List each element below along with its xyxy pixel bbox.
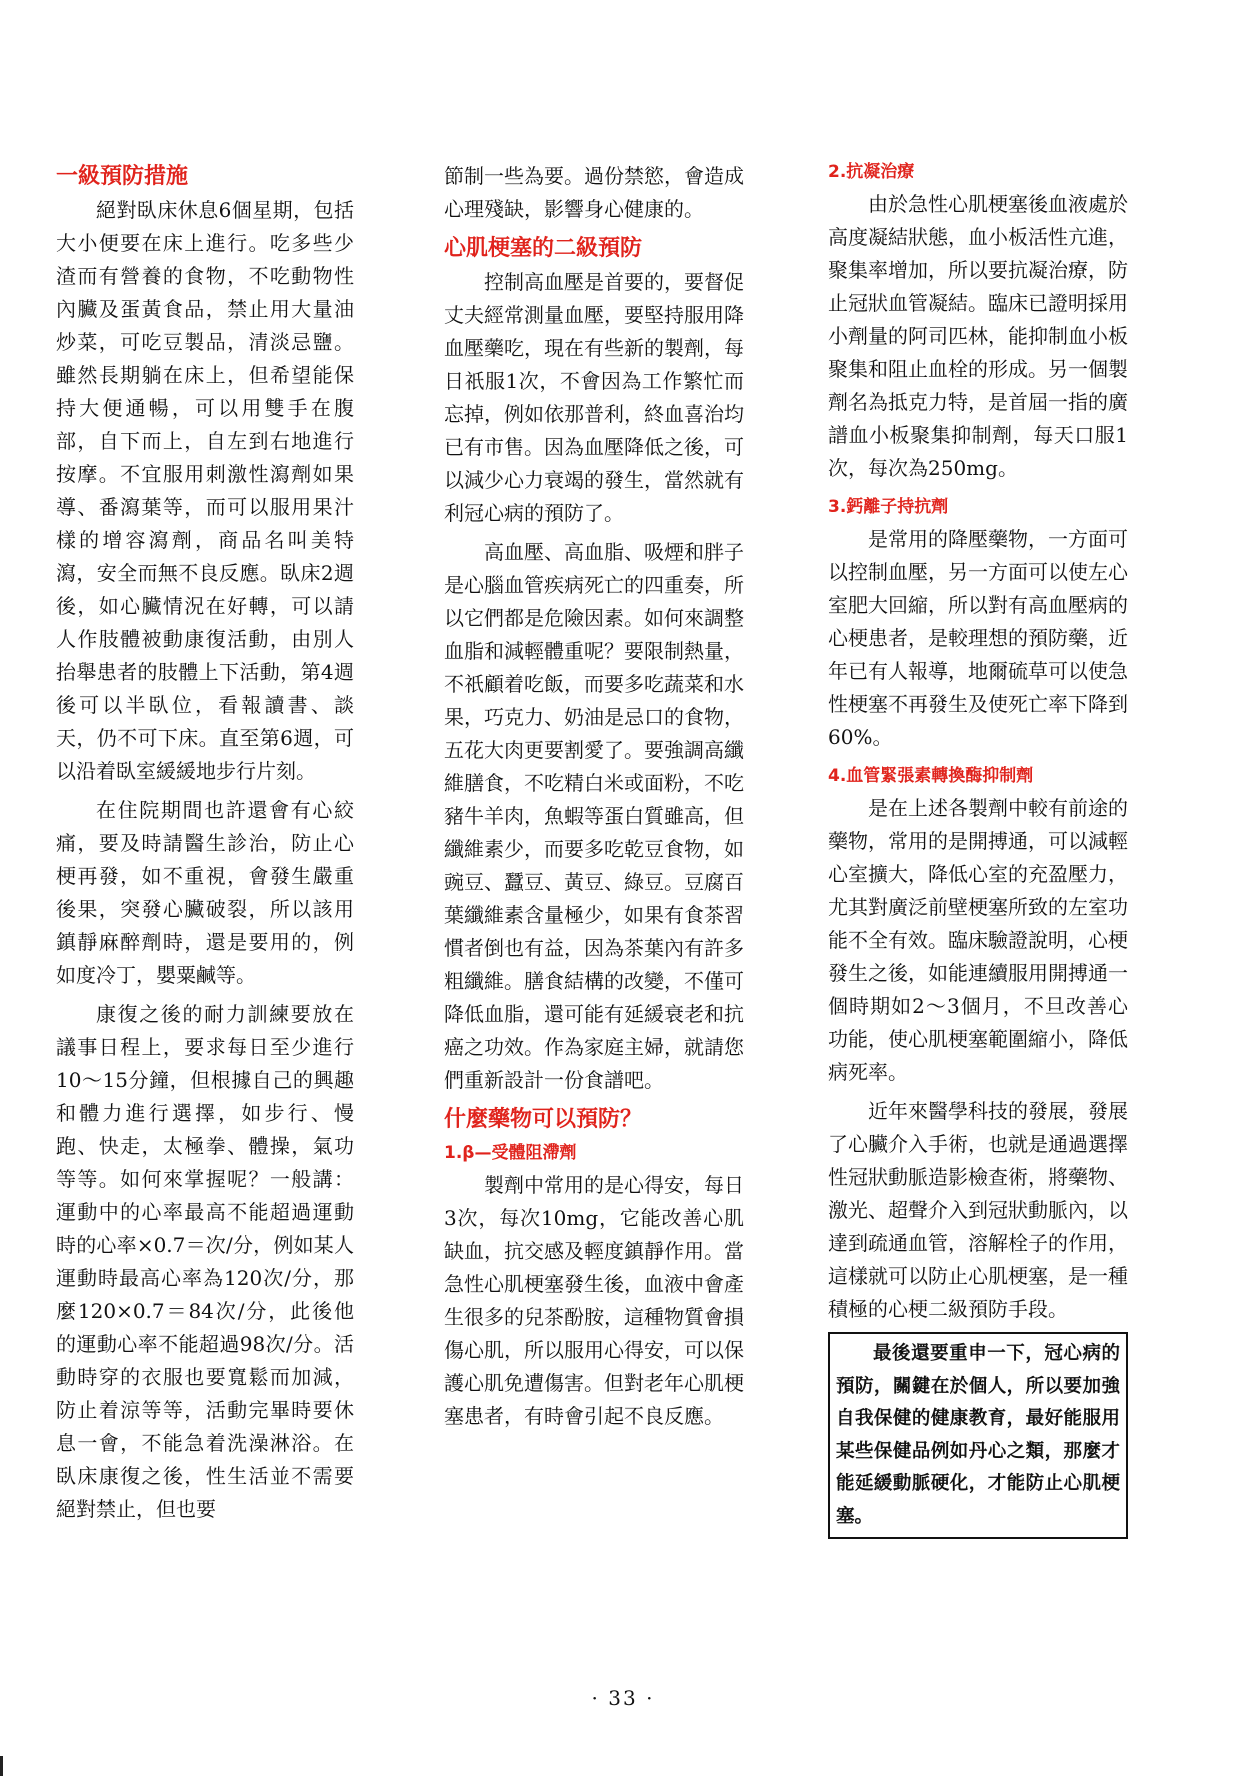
subheading-calcium-antagonists: 3.鈣離子持抗劑 [828,497,949,517]
paragraph: 在住院期間也許還會有心絞痛，要及時請醫生診治，防止心梗再發，如不重視，會發生嚴重後果，突發心臟破裂，所以該用鎮靜麻醉劑時，還是要用的，例如度冷丁，嬰粟鹹等。 [56,798,354,987]
scan-edge-mark [0,1756,3,1776]
column-3 [828,156,1128,1539]
section-heading-secondary-prevention: 心肌梗塞的二級預防 [444,236,643,261]
subheading-beta-blockers: 1.β—受體阻滯劑 [444,1143,577,1163]
paragraph: 節制一些為要。過份禁慾，會造成心理殘缺，影響身心健康的。 [444,164,744,221]
paragraph: 近年來醫學科技的發展，發展了心臟介入手術，也就是通過選擇性冠狀動脈造影檢查術，將藥物、激光、超聲介入到冠狀動脈內，以達到疏通血管，溶解栓子的作用，這樣就可以防止心肌梗塞，是一種積極的心梗二級預防手段。 [828,1099,1128,1321]
paragraph: 控制高血壓是首要的，要督促丈夫經常測量血壓，要堅持服用降血壓藥吃，現在有些新的製劑，每日祇服1次，不會因為工作繁忙而忘掉，例如依那普利，終血喜治均已有市售。因為血壓降低之後，可以減少心力衰竭的發生，當然就有利冠心病的預防了。 [444,270,744,525]
paragraph: 由於急性心肌梗塞後血液處於高度凝結狀態，血小板活性亢進，聚集率增加，所以要抗凝治療，防止冠狀血管凝結。臨床已證明採用小劑量的阿司匹林，能抑制血小板聚集和阻止血栓的形成。另一個製劑名為抵克力特，是首屆一指的廣譜血小板聚集抑制劑，每天口服1次，每次為250mg。 [828,192,1128,480]
page-number: · 33 · [591,1686,655,1710]
paragraph: 高血壓、高血脂、吸煙和胖子是心腦血管疾病死亡的四重奏，所以它們都是危險因素。如何來調整血脂和減輕體重呢？要限制熱量，不祇顧着吃飯，而要多吃蔬菜和水果，巧克力、奶油是忌口的食物，五花大肉更要割愛了。要強調高纖維膳食，不吃精白米或面粉，不吃豬牛羊肉，魚蝦等蛋白質雖高，但纖維素少，而要多吃乾豆食物，如豌豆、蠶豆、黃豆、綠豆。豆腐百葉纖維素含量極少，如果有食茶習慣者倒也有益，因為茶葉內有許多粗纖維。膳食結構的改變，不僅可降低血脂，還可能有延緩衰老和抗癌之功效。作為家庭主婦，就請您們重新設計一份食譜吧。 [444,540,744,1092]
column-2 [444,160,744,1439]
paragraph: 絕對臥床休息6個星期，包括大小便要在床上進行。吃多些少渣而有營養的食物，不吃動物性內臟及蛋黃食品，禁止用大量油炒菜，可吃豆製品，清淡忌鹽。雖然長期躺在床上，但希望能保持大便通暢，可以用雙手在腹部，自下而上，自左到右地進行按摩。不宜服用刺激性瀉劑如果導、番瀉葉等，而可以服用果汁樣的增容瀉劑，商品名叫美特瀉，安全而無不良反應。臥床2週後，如心臟情況在好轉，可以請人作肢體被動康復活動，由別人抬舉患者的肢體上下活動，第4週後可以半臥位，看報讀書、談天，仍不可下床。直至第6週，可以沿着臥室緩緩地步行片刻。 [56,198,354,783]
paragraph: 是在上述各製劑中較有前途的藥物，常用的是開搏通，可以減輕心室擴大，降低心室的充盈壓力，尤其對廣泛前壁梗塞所致的左室功能不全有效。臨床驗證說明，心梗發生之後，如能連續服用開搏通一個時期如2～3個月，不旦改善心功能，使心肌梗塞範圍縮小，降低病死率。 [828,796,1128,1084]
column-1 [56,160,354,1532]
paragraph: 是常用的降壓藥物，一方面可以控制血壓，另一方面可以使左心室肥大回縮，所以對有高血壓病的心梗患者，是較理想的預防藥，近年已有人報導，地爾硫草可以使急性梗塞不再發生及使死亡率下降到60%。 [828,527,1128,749]
summary-box: 最後還要重申一下，冠心病的預防，關鍵在於個人，所以要加強自我保健的健康教育，最好能服用某些保健品例如丹心之類，那麼才能延緩動脈硬化，才能防止心肌梗塞。 [828,1332,1128,1539]
section-heading-primary-prevention: 一級預防措施 [56,164,189,189]
paragraph: 製劑中常用的是心得安，每日3次，每次10mg，它能改善心肌缺血，抗交感及輕度鎮靜作用。當急性心肌梗塞發生後，血液中會產生很多的兒茶酚胺，這種物質會損傷心肌，所以服用心得安，可以保護心肌免遭傷害。但對老年心肌梗塞患者，有時會引起不良反應。 [444,1173,744,1428]
section-heading-drugs: 什麼藥物可以預防？ [444,1107,643,1132]
paragraph: 康復之後的耐力訓練要放在議事日程上，要求每日至少進行10～15分鐘，但根據自己的興趣和體力進行選擇，如步行、慢跑、快走，太極拳、體操，氣功等等。如何來掌握呢？一般講：運動中的心率最高不能超過運動時的心率×0.7＝次/分，例如某人運動時最高心率為120次/分，那麼120×0.7＝84次/分，此後他的運動心率不能超過98次/分。活動時穿的衣服也要寬鬆而加減，防止着涼等等，活動完畢時要休息一會，不能急着洗澡淋浴。在臥床康復之後，性生活並不需要絕對禁止，但也要 [56,1002,354,1521]
subheading-ace-inhibitors: 4.血管緊張素轉換酶抑制劑 [828,766,1034,786]
subheading-anticoagulation: 2.抗凝治療 [828,162,915,182]
